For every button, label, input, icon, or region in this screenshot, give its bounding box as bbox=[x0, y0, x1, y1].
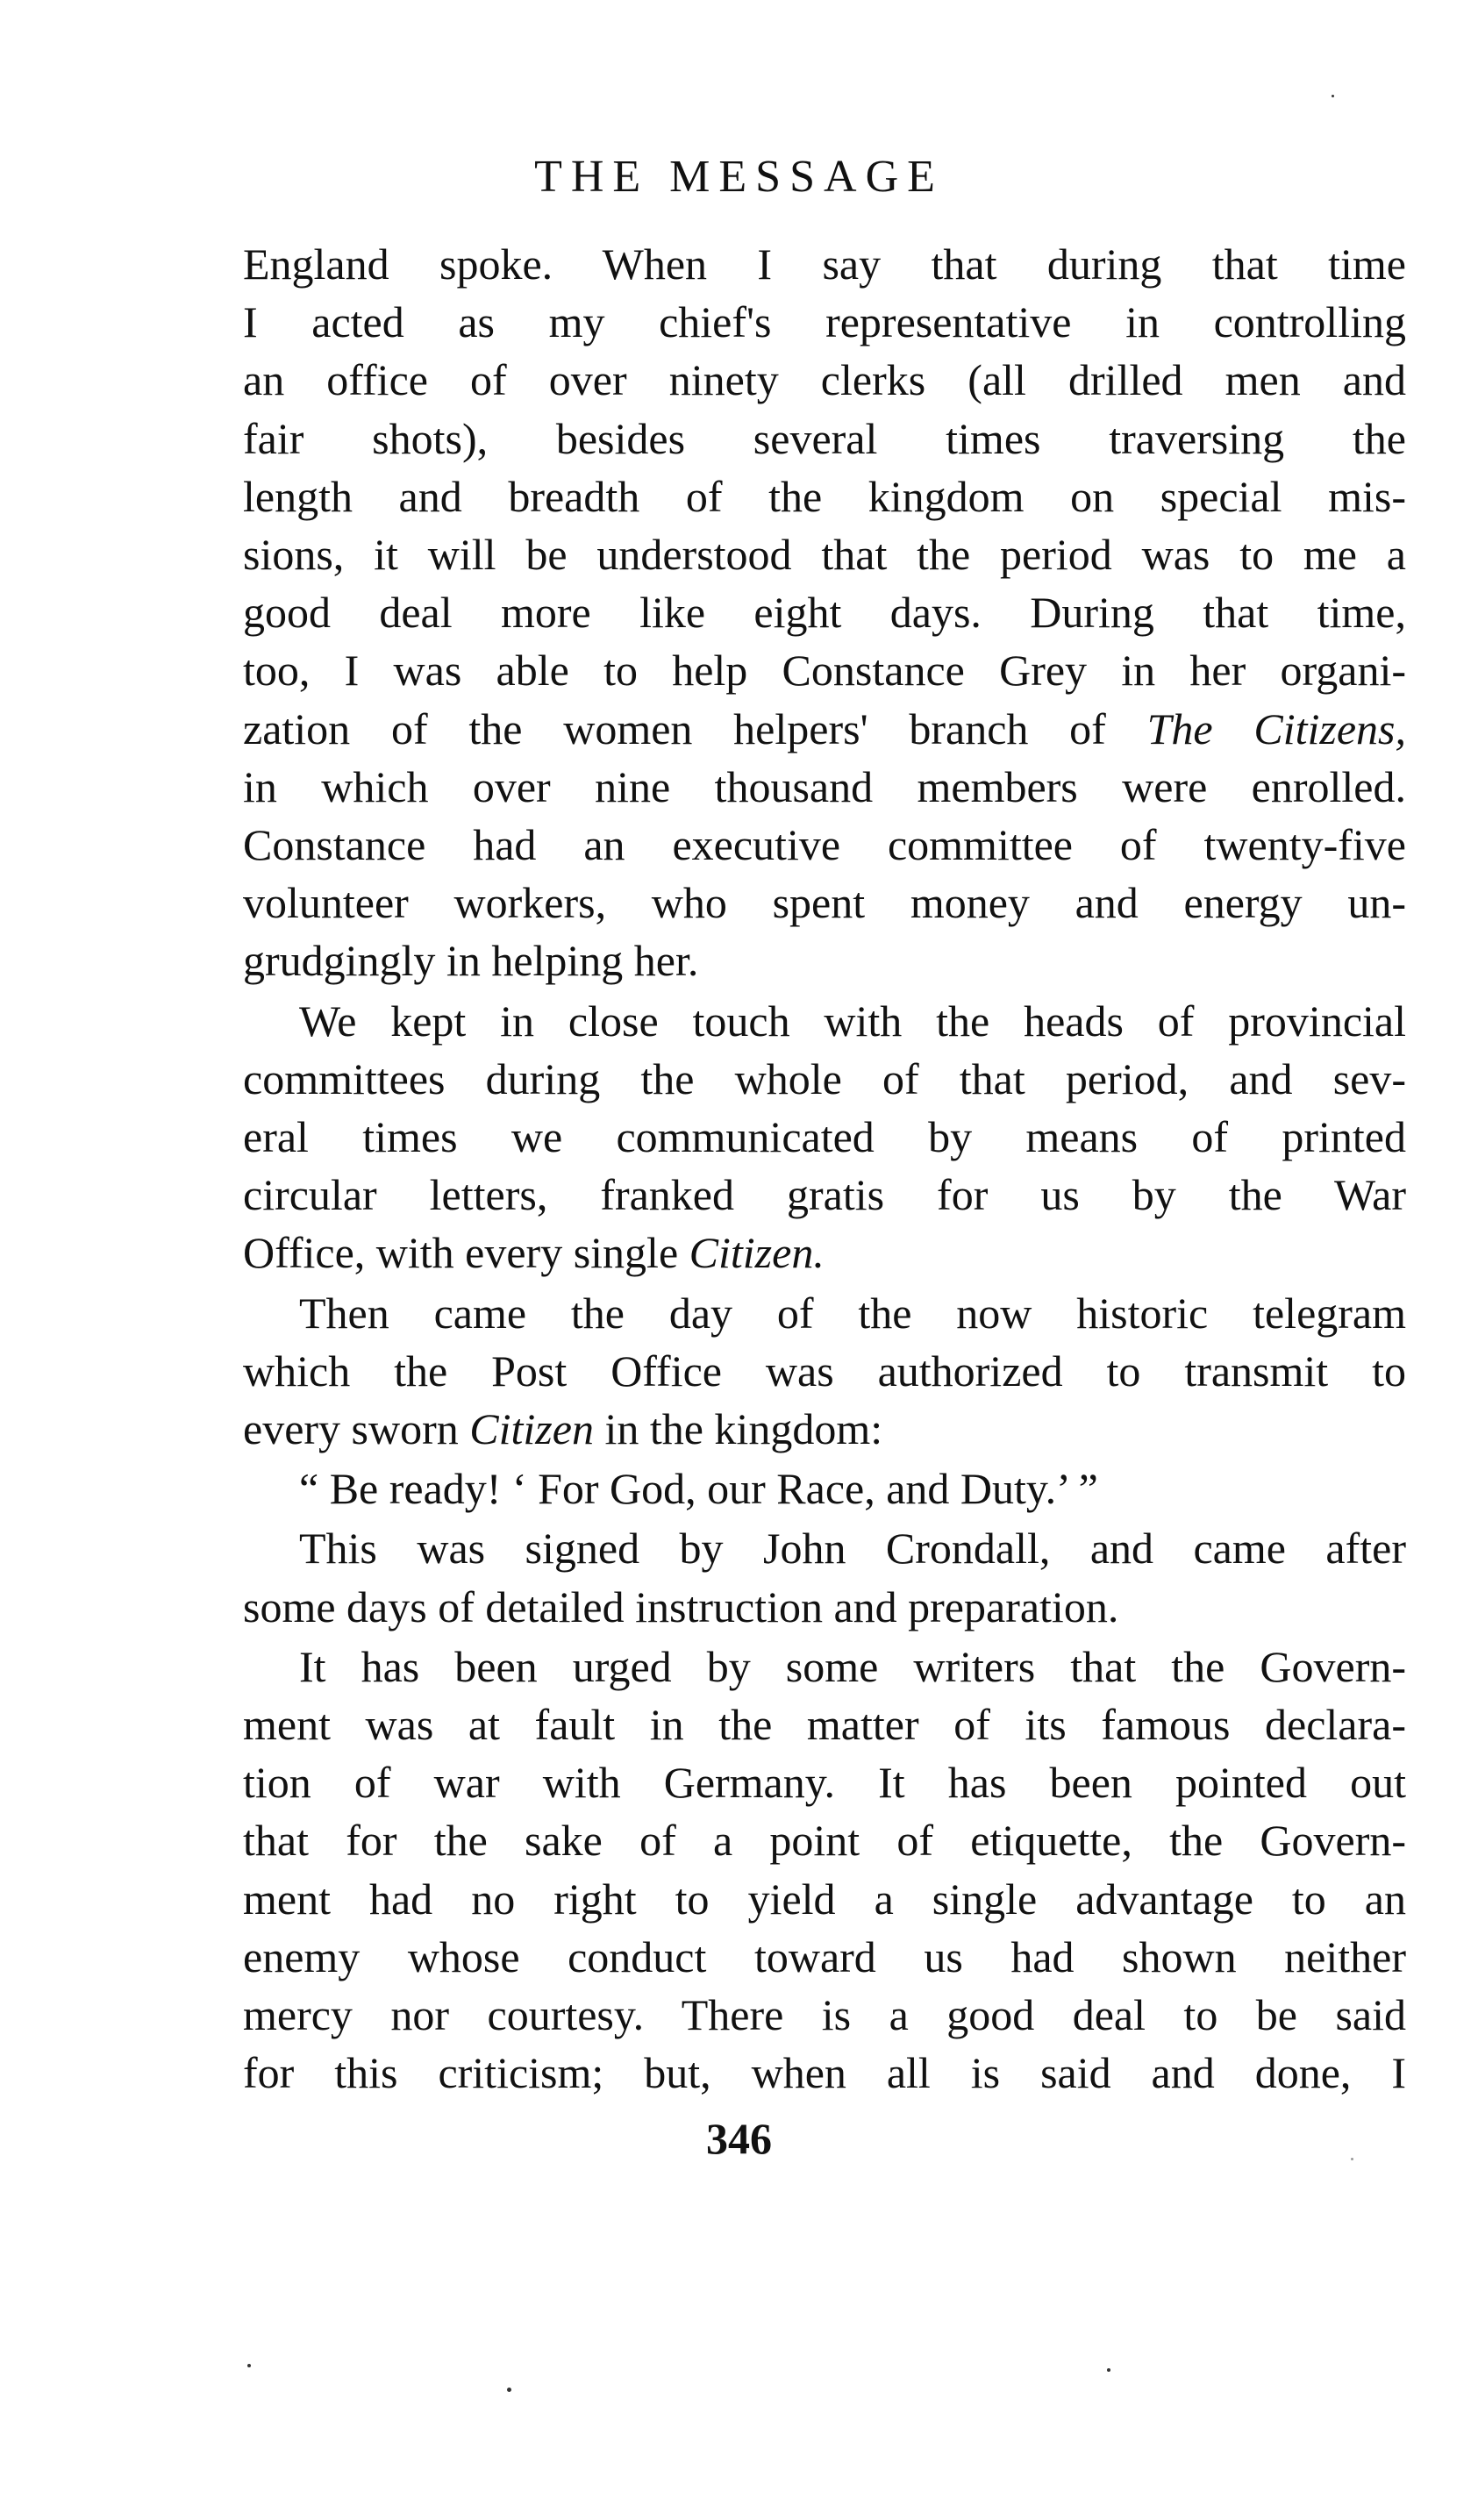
text-line: I acted as my chief's representative in controlling bbox=[243, 297, 1406, 347]
scan-speck bbox=[1107, 2368, 1110, 2372]
text-run: zation of the women helpers' branch of bbox=[243, 703, 1147, 753]
text-line: mercy nor courtesy. There is a good deal to be said bbox=[243, 1990, 1406, 2040]
text-line: circular letters, franked gratis for us by the War bbox=[243, 1170, 1406, 1220]
italic-word: Citizen bbox=[469, 1404, 594, 1454]
text-line: ment had no right to yield a single advantage to an bbox=[243, 1874, 1406, 1924]
scan-speck bbox=[507, 2388, 511, 2392]
text-line: good deal more like eight days. During that time, bbox=[243, 588, 1406, 638]
text-line: that for the sake of a point of etiquette, the Govern- bbox=[243, 1816, 1406, 1866]
text-line: some days of detailed instruction and preparation. bbox=[243, 1581, 1119, 1631]
italic-title: The Citizens, bbox=[1146, 703, 1406, 753]
paragraph-6 bbox=[243, 1638, 1406, 2102]
text-line: grudgingly in helping her. bbox=[243, 936, 699, 986]
body-text bbox=[243, 235, 1406, 2102]
text-line: an office of over ninety clerks (all drilled men and bbox=[243, 355, 1406, 405]
text-line: ment was at fault in the matter of its famous declara- bbox=[243, 1700, 1406, 1750]
text-run: in the kingdom: bbox=[593, 1404, 883, 1454]
text-line: for this criticism; but, when all is said and done, I bbox=[243, 2048, 1406, 2098]
paragraph-1 bbox=[243, 235, 1406, 990]
text-line: Then came the day of the now historic telegram bbox=[299, 1288, 1406, 1338]
scan-speck bbox=[1351, 2158, 1353, 2160]
paragraph-2 bbox=[243, 992, 1406, 1282]
text-run: Office, with every single bbox=[243, 1228, 689, 1278]
text-line bbox=[243, 1400, 1406, 1458]
text-line: We kept in close touch with the heads of provincial bbox=[299, 996, 1406, 1046]
text-line: length and breadth of the kingdom on special mis- bbox=[243, 471, 1406, 521]
paragraph-3 bbox=[243, 1284, 1406, 1459]
scan-speck bbox=[247, 2364, 251, 2367]
text-line: This was signed by John Crondall, and came after bbox=[299, 1524, 1406, 1574]
text-line bbox=[243, 700, 1406, 758]
text-line: too, I was able to help Constance Grey in her organi- bbox=[243, 646, 1406, 696]
running-head: THE MESSAGE bbox=[534, 152, 944, 202]
italic-word: Citizen. bbox=[689, 1228, 825, 1278]
paragraph-5 bbox=[243, 1519, 1406, 1635]
text-line bbox=[243, 1224, 1406, 1281]
text-line: volunteer workers, who spent money and energy un- bbox=[243, 878, 1406, 928]
telegram-quote bbox=[243, 1460, 1406, 1517]
text-line: fair shots), besides several times traversing the bbox=[243, 413, 1406, 463]
text-line: “ Be ready! ‘ For God, our Race, and Duty.’ ” bbox=[299, 1464, 1098, 1514]
page-number: 346 bbox=[706, 2114, 772, 2163]
text-line: enemy whose conduct toward us had shown neither bbox=[243, 1931, 1406, 1981]
text-line: Constance had an executive committee of twenty-five bbox=[243, 820, 1406, 870]
text-line: England spoke. When I say that during that time bbox=[243, 239, 1406, 289]
text-line: tion of war with Germany. It has been pointed out bbox=[243, 1758, 1406, 1808]
text-line: in which over nine thousand members were enrolled. bbox=[243, 761, 1406, 811]
text-line: committees during the whole of that period, and sev- bbox=[243, 1053, 1406, 1103]
text-line: eral times we communicated by means of printed bbox=[243, 1112, 1406, 1162]
text-line: which the Post Office was authorized to transmit to bbox=[243, 1346, 1406, 1396]
text-line: It has been urged by some writers that the Govern- bbox=[299, 1641, 1406, 1691]
text-line: sions, it will be understood that the period was to me a bbox=[243, 530, 1406, 580]
scan-speck bbox=[1332, 95, 1334, 97]
text-run: every sworn bbox=[243, 1404, 470, 1454]
